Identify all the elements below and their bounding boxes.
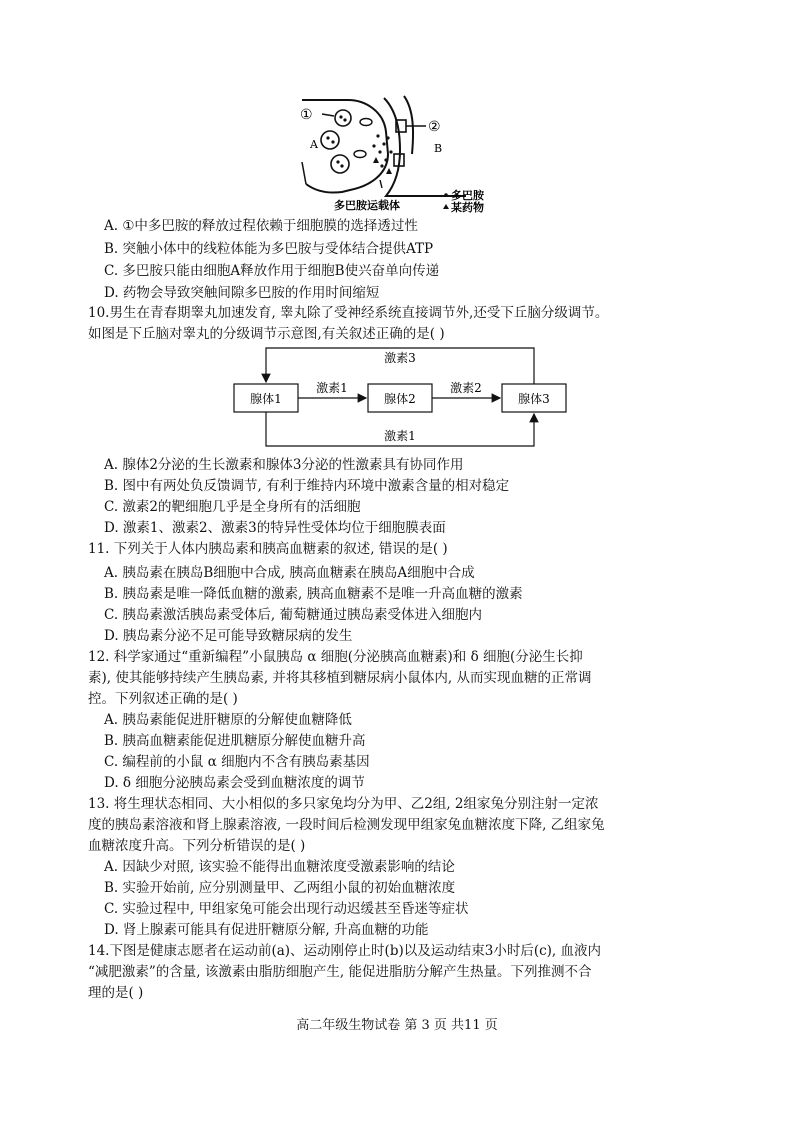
q10-option-b: B. 图中有两处负反馈调节, 有利于维持内环境中激素含量的相对稳定	[104, 478, 510, 494]
q13-stem-line1: 13. 将生理状态相同、大小相似的多只家兔均分为甲、乙2组, 2组家兔分别注射一定浓	[88, 796, 599, 812]
q13-option-c: C. 实验过程中, 甲组家兔可能会出现行动迟缓甚至昏迷等症状	[104, 901, 469, 917]
q14-stem-line2: “减肥激素”的含量, 该激素由脂肪细胞产生, 能促进脂肪分解产生热量。下列推测不合	[88, 964, 592, 980]
gland-2: 腺体2	[384, 392, 416, 406]
q13-option-b: B. 实验开始前, 应分别测量甲、乙两组小鼠的初始血糖浓度	[104, 880, 456, 896]
label-circle-2: ②	[428, 119, 441, 135]
q12-option-d: D. δ 细胞分泌胰岛素会受到血糖浓度的调节	[104, 775, 365, 791]
q10-option-d: D. 激素1、激素2、激素3的特异性受体均位于细胞膜表面	[104, 520, 446, 536]
label-transporter: 多巴胺运载体	[334, 199, 400, 212]
q13-stem-line3: 血糖浓度升高。下列分析错误的是( )	[88, 838, 306, 854]
label-cell-a: A	[310, 138, 318, 151]
q13-option-a: A. 因缺少对照, 该实验不能得出血糖浓度受激素影响的结论	[104, 859, 455, 875]
q14-stem-line3: 理的是( )	[88, 985, 144, 1001]
q11-option-b: B. 胰岛素是唯一降低血糖的激素, 胰高血糖素不是唯一升高血糖的激素	[104, 586, 523, 602]
legend-drug: 某药物	[451, 201, 484, 214]
synapse-figure	[296, 92, 496, 214]
page-footer: 高二年级生物试卷 第 3 页 共11 页	[296, 1018, 498, 1033]
label-hormone1-bottom: 激素1	[384, 429, 416, 443]
label-hormone1: 激素1	[316, 381, 348, 395]
q9-option-d: D. 药物会导致突触间隙多巴胺的作用时间缩短	[104, 285, 380, 301]
q10-option-a: A. 腺体2分泌的生长激素和腺体3分泌的性激素具有协同作用	[104, 457, 464, 473]
q12-option-b: B. 胰高血糖素能促进肌糖原分解使血糖升高	[104, 733, 366, 749]
q11-stem: 11. 下列关于人体内胰岛素和胰高血糖素的叙述, 错误的是( )	[88, 541, 448, 557]
q12-stem-line3: 控。下列叙述正确的是( )	[88, 691, 238, 707]
q10-option-c: C. 激素2的靶细胞几乎是全身所有的活细胞	[104, 499, 361, 515]
gland-3: 腺体3	[518, 392, 550, 406]
q14-stem-line1: 14.下图是健康志愿者在运动前(a)、运动刚停止时(b)以及运动结束3小时后(c), 血液内	[88, 943, 601, 959]
q9-option-b: B. 突触小体中的线粒体能为多巴胺与受体结合提供ATP	[104, 241, 434, 257]
label-circle-1: ①	[300, 107, 313, 123]
q11-option-c: C. 胰岛素激活胰岛素受体后, 葡萄糖通过胰岛素受体进入细胞内	[104, 607, 483, 623]
q13-option-d: D. 肾上腺素可能具有促进肝糖原分解, 升高血糖的功能	[104, 922, 429, 938]
q12-stem-line1: 12. 科学家通过“重新编程”小鼠胰岛 α 细胞(分泌胰高血糖素)和 δ 细胞(分泌生长抑	[88, 649, 583, 665]
legend-dopamine: 多巴胺	[451, 189, 484, 202]
postsynaptic-membrane	[384, 98, 466, 196]
q11-option-a: A. 胰岛素在胰岛B细胞中合成, 胰高血糖素在胰岛A细胞中合成	[104, 565, 475, 581]
label-hormone2: 激素2	[450, 381, 482, 395]
q13-stem-line2: 度的胰岛素溶液和肾上腺素溶液, 一段时间后检测发现甲组家兔血糖浓度下降, 乙组家兔	[88, 817, 605, 833]
q9-option-a: A. ①中多巴胺的释放过程依赖于细胞膜的选择透过性	[104, 218, 418, 234]
label-cell-b: B	[434, 142, 443, 155]
q12-stem-line2: 素), 使其能够持续产生胰岛素, 并将其移植到糖尿病小鼠体内, 从而实现血糖的正常调	[88, 670, 592, 686]
gland-1: 腺体1	[250, 392, 282, 406]
label-hormone3: 激素3	[384, 351, 416, 365]
q12-option-a: A. 胰岛素能促进肝糖原的分解使血糖降低	[104, 712, 352, 728]
q9-option-c: C. 多巴胺只能由细胞A释放作用于细胞B使兴奋单向传递	[104, 263, 440, 279]
q11-option-d: D. 胰岛素分泌不足可能导致糖尿病的发生	[104, 628, 353, 644]
hormone-regulation-diagram	[220, 344, 580, 452]
q10-stem-line2: 如图是下丘脑对睾丸的分级调节示意图,有关叙述正确的是( )	[88, 326, 445, 342]
q10-stem-line1: 10.男生在青春期睾丸加速发育, 睾丸除了受神经系统直接调节外,还受下丘脑分级调节。	[88, 305, 609, 321]
q12-option-c: C. 编程前的小鼠 α 细胞内不含有胰岛素基因	[104, 754, 370, 770]
